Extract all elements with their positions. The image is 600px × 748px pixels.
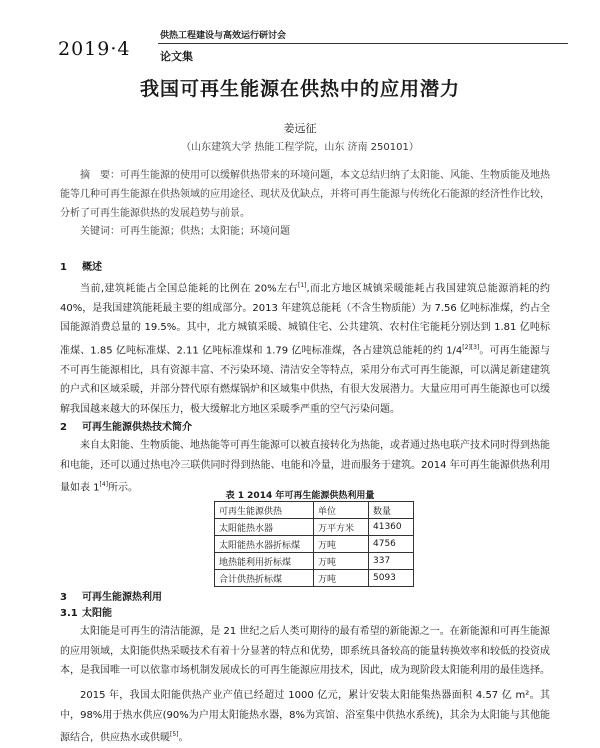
abstract: 摘 要：可再生能源的使用可以缓解供热带来的环境问题，本文总结归纳了太阳能、风能、生物质能及地热能等几种可再生能源在供热领域的应用途径、现状及优缺点，并将可再生能源与传统化石能源的经济性作比较，分析了可再生能源供热的发展趋势与前景。	[60, 170, 550, 219]
section-heading-3	[60, 588, 162, 603]
paragraph-solar-industry	[60, 686, 550, 748]
table-cell: 4756	[369, 536, 414, 553]
table-header-cell: 单位	[314, 502, 369, 519]
paragraph-text: 所示。	[108, 482, 139, 494]
section-title: 可再生能源供热技术简介	[82, 422, 192, 433]
table-cell: 太阳能热水器折标煤	[215, 536, 314, 553]
paragraph-overview	[60, 276, 550, 419]
paragraph-text: ,而北方地区城镇采暖能耗占我国建筑总能源消耗的约 40%，是我国建筑能耗最主要的组成部分。2013 年建筑总能耗（不含生物质能）为 7.56 亿吨标准煤，约占全国能源消费总量的 19.5%。其中，北方城镇采暖、城镇住宅、公共建筑、农村住宅能耗分别达到 1.81 亿吨标准煤、1.85 亿吨标准煤、2.11 亿吨标准煤和 1.79 亿吨标准煤，各占建筑总能耗的约 1/4	[60, 283, 550, 357]
table-cell: 5093	[369, 570, 414, 587]
section-title: 概述	[82, 262, 102, 273]
citation: [1]	[298, 282, 307, 289]
running-header	[48, 22, 568, 62]
paragraph-text: 来自太阳能、生物质能、地热能等可再生能源可以被直接转化为热能，或者通过热电联产技术同时得到热能和电能，还可以通过热电冷三联供同时得到热能、电能和冷量，进而服务于建筑。2014 年可再生能源供热利用量如表 1	[60, 440, 550, 494]
section-number: 3.1	[60, 608, 78, 619]
table-header-cell: 可再生能源供热	[215, 502, 314, 519]
header-rule	[158, 43, 568, 44]
renewable-heat-table	[214, 501, 414, 587]
section-title: 可再生能源热利用	[82, 592, 162, 603]
table-cell: 万吨	[314, 570, 369, 587]
section-title: 太阳能	[82, 608, 112, 619]
citation: [5]	[170, 731, 179, 738]
table-header-cell: 数量	[369, 502, 414, 519]
table-cell: 万平方米	[314, 519, 369, 536]
paragraph-text: 。	[178, 732, 189, 744]
paragraph-solar: 太阳能是可再生的清洁能源，是 21 世纪之后人类可期待的最有希望的新能源之一。在新能源和可再生能源的应用领域，太阳能供热采暖技术有着十分显著的特点和优势，即系统具备较高的能量转换效率和较低的投资成本，是我国唯一可以依靠市场机制发展成长的可再生能源应用技术，因此，成为现阶段太阳能利用的最佳选择。	[60, 626, 550, 676]
citation: [4]	[99, 481, 109, 488]
section-heading-1	[60, 258, 102, 273]
table-row	[215, 519, 414, 536]
citation: [2][3]	[462, 343, 480, 351]
issue-number: 2019·4	[58, 38, 131, 60]
table-cell: 41360	[369, 519, 414, 536]
publication-name: 供热工程建设与高效运行研讨会	[160, 31, 287, 41]
table-row	[215, 553, 414, 570]
author: 姜远征	[283, 122, 317, 135]
table-header-row	[215, 502, 414, 519]
section-number: 3	[60, 592, 67, 603]
table-cell: 万吨	[314, 553, 369, 570]
table-cell: 太阳能热水器	[215, 519, 314, 536]
table-row	[215, 570, 414, 587]
section-heading-3-1	[60, 604, 112, 619]
paragraph-text: 当前,建筑耗能占全国总能耗的比例在 20%左右	[80, 283, 298, 295]
section-number: 1	[60, 262, 67, 273]
affiliation: （山东建筑大学 热能工程学院，山东 济南 250101）	[181, 142, 419, 153]
section-number: 2	[60, 422, 67, 433]
article-title: 我国可再生能源在供热中的应用潜力	[139, 78, 460, 100]
column-name: 论文集	[160, 50, 193, 63]
table-cell: 合计供热折标煤	[215, 570, 314, 587]
table-row	[215, 536, 414, 553]
paragraph-text: 2015 年，我国太阳能供热产业产值已经超过 1000 亿元，累计安装太阳能集热器面积 4.57 亿 m²。其中，98%用于热水供应(90%为户用太阳能热水器，8%为宾馆、浴室集中供热水系统)，其余为太阳能与其他能源结合，供应热水或供暖	[60, 690, 550, 744]
section-heading-2	[60, 418, 192, 433]
table-cell: 万吨	[314, 536, 369, 553]
table-cell: 337	[369, 553, 414, 570]
table-cell: 地热能利用折标煤	[215, 553, 314, 570]
table-caption: 表 1 2014 年可再生能源供热利用量	[225, 491, 375, 501]
keywords: 关键词：可再生能源；供热；太阳能；环境问题	[80, 226, 290, 237]
paragraph-text: 。可再生能源与不可再生能源相比，具有资源丰富、不污染环境、清洁安全等特点，采用分布式可再生能源，可以满足新建建筑的户式和区域采暖，并部分替代原有燃煤锅炉和区域集中供热，有很大发展潜力。大量应用可再生能源也可以缓解我国越来越大的环保压力，极大缓解北方地区采暖季严重的空气污染问题。	[60, 345, 550, 415]
